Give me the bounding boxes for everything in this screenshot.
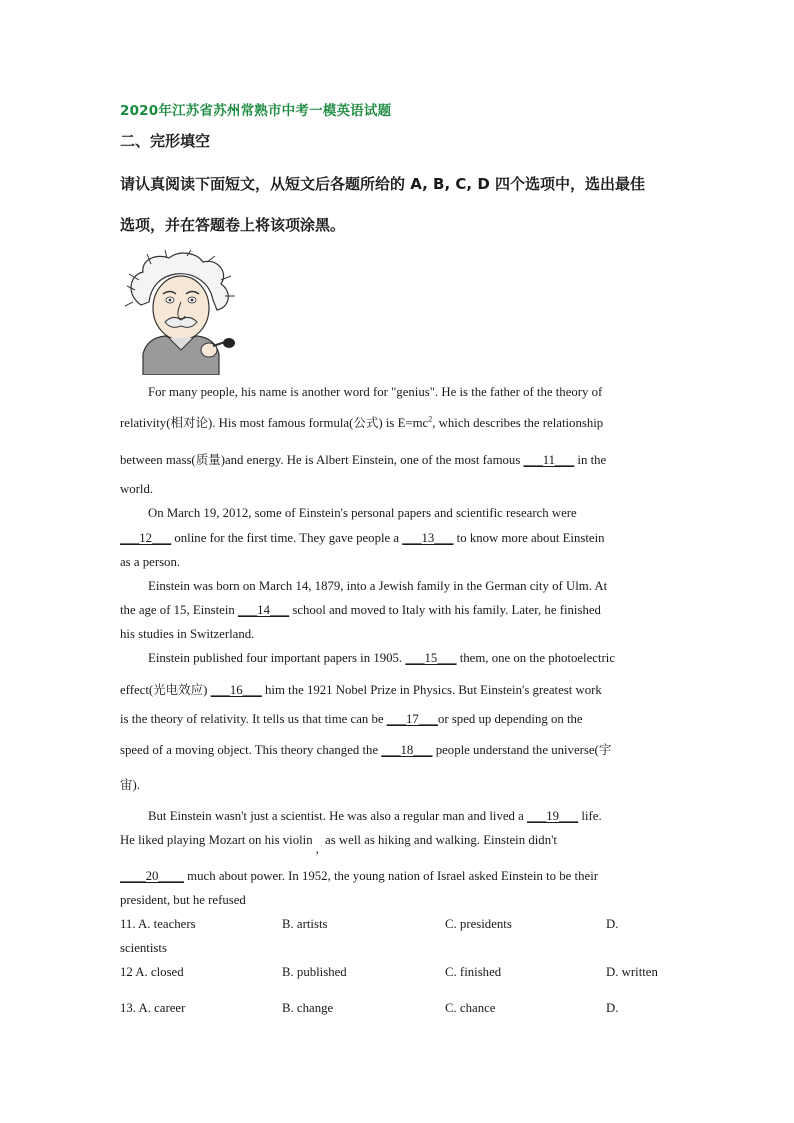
passage-line: For many people, his name is another word for "genius". He is the father of the theory of xyxy=(148,385,603,399)
option-b[interactable]: B. change xyxy=(282,1001,334,1015)
section-heading: 二、完形填空 xyxy=(120,132,211,150)
passage-line: speed of a moving object. This theory changed the ___18___ people understand the universe(宇 xyxy=(120,742,612,757)
passage-line: as a person. xyxy=(120,555,181,569)
blank-20[interactable]: ____20____ xyxy=(120,869,184,883)
blank-14[interactable]: ___14___ xyxy=(237,603,290,617)
passage-line: his studies in Switzerland. xyxy=(120,627,255,641)
passage-line: On March 19, 2012, some of Einstein's personal papers and scientific research were xyxy=(148,506,577,520)
option-c[interactable]: C. presidents xyxy=(445,917,512,931)
blank-18[interactable]: ___18___ xyxy=(381,743,433,757)
passage-line: president, but he refused xyxy=(120,893,246,907)
blank-16[interactable]: ___16___ xyxy=(210,683,262,697)
passage-line: 宙). xyxy=(120,777,140,792)
option-a[interactable]: 12 A. closed xyxy=(120,965,184,979)
option-d[interactable]: D. xyxy=(606,917,619,931)
blank-17[interactable]: ___17___ xyxy=(386,712,438,726)
passage-line: effect(光电效应) ___16___ him the 1921 Nobel Prize in Physics. But Einstein's greatest work xyxy=(120,682,602,697)
blank-19[interactable]: ___19___ xyxy=(527,809,579,823)
blank-11[interactable]: ___11___ xyxy=(523,453,575,467)
option-c[interactable]: C. chance xyxy=(445,1001,496,1015)
option-b[interactable]: B. artists xyxy=(282,917,328,931)
instruction-line-2: 选项，并在答题卷上将该项涂黑。 xyxy=(120,216,346,234)
exam-title: 2020年江苏省苏州常熟市中考一模英语试题 xyxy=(120,103,392,119)
passage-line: But Einstein wasn't just a scientist. He was also a regular man and lived a ___19___ life. xyxy=(148,809,602,823)
passage-line: Einstein published four important papers in 1905. ___15___ them, one on the photoelectric xyxy=(148,651,616,665)
passage-line: Einstein was born on March 14, 1879, into a Jewish family in the German city of Ulm. At xyxy=(148,579,608,593)
option-c[interactable]: C. finished xyxy=(445,965,502,979)
passage-line: between mass(质量)and energy. He is Albert Einstein, one of the most famous ___11___ in the xyxy=(120,452,607,467)
option-d[interactable]: D. xyxy=(606,1001,619,1015)
instruction-line-1: 请认真阅读下面短文，从短文后各题所给的 A, B, C, D 四个选项中，选出最佳 xyxy=(120,175,645,193)
option-a[interactable]: 13. A. career xyxy=(120,1001,186,1015)
passage-line: is the theory of relativity. It tells us that time can be ___17___or sped up depending on the xyxy=(120,712,583,726)
passage-line: relativity(相对论). His most famous formula(公式) is $E=mc^2$, which describes the relationship xyxy=(120,414,604,430)
passage-line: world. xyxy=(120,482,154,496)
blank-12[interactable]: ___12___ xyxy=(120,531,172,545)
passage-line: the age of 15, Einstein ___14___ school and moved to Italy with his family. Later, he finished xyxy=(120,603,601,617)
blank-15[interactable]: ___15___ xyxy=(405,651,457,665)
blank-13[interactable]: ___13___ xyxy=(402,531,454,545)
option-d-continued: scientists xyxy=(120,941,167,955)
option-b[interactable]: B. published xyxy=(282,965,347,979)
einstein-illustration xyxy=(121,250,246,375)
passage-line: ___12___ online for the first time. They gave people a ___13___ to know more about Einstein xyxy=(120,531,605,545)
passage-line: He liked playing Mozart on his violin, as well as hiking and walking. Einstein didn't xyxy=(120,833,557,856)
option-a[interactable]: 11. A. teachers xyxy=(120,917,196,931)
passage-line: ____20____ much about power. In 1952, the young nation of Israel asked Einstein to be their xyxy=(120,869,599,883)
option-d[interactable]: D. written xyxy=(606,965,658,979)
